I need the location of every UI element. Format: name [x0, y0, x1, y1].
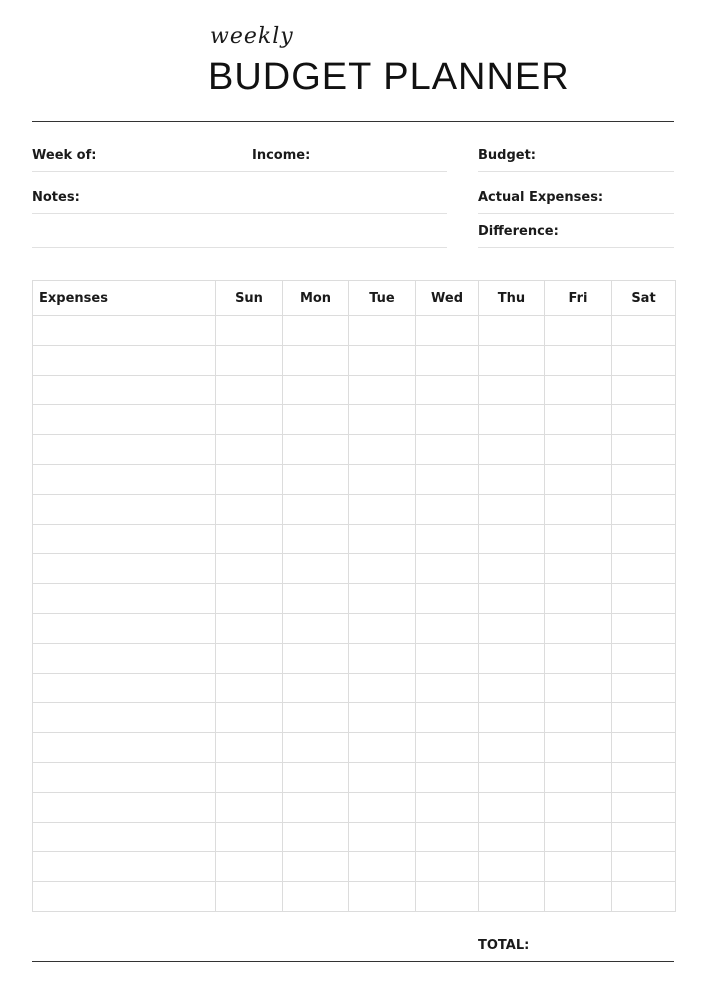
cell-thu[interactable] — [479, 584, 545, 614]
cell-fri[interactable] — [545, 494, 612, 524]
cell-fri[interactable] — [545, 316, 612, 346]
cell-fri[interactable] — [545, 792, 612, 822]
cell-wed[interactable] — [416, 435, 479, 465]
cell-sun[interactable] — [216, 464, 283, 494]
cell-mon[interactable] — [283, 673, 349, 703]
column-header-thu: Thu — [479, 281, 545, 316]
cell-wed[interactable] — [416, 464, 479, 494]
difference-label: Difference: — [478, 224, 559, 239]
cell-wed[interactable] — [416, 584, 479, 614]
cell-thu[interactable] — [479, 822, 545, 852]
cell-mon[interactable] — [283, 762, 349, 792]
notes-line-2[interactable] — [32, 247, 447, 248]
cell-fri[interactable] — [545, 435, 612, 465]
table-row — [33, 494, 676, 524]
cell-expenses[interactable] — [33, 852, 216, 882]
cell-tue[interactable] — [349, 613, 416, 643]
cell-expenses[interactable] — [33, 733, 216, 763]
table-row — [33, 762, 676, 792]
cell-fri[interactable] — [545, 524, 612, 554]
table-row — [33, 673, 676, 703]
notes-label: Notes: — [32, 190, 80, 205]
cell-sun[interactable] — [216, 345, 283, 375]
table-row — [33, 375, 676, 405]
cell-fri[interactable] — [545, 643, 612, 673]
cell-wed[interactable] — [416, 405, 479, 435]
cell-sun[interactable] — [216, 435, 283, 465]
cell-wed[interactable] — [416, 345, 479, 375]
cell-mon[interactable] — [283, 792, 349, 822]
cell-tue[interactable] — [349, 405, 416, 435]
cell-fri[interactable] — [545, 882, 612, 912]
table-header-row — [33, 281, 676, 316]
table-row — [33, 584, 676, 614]
cell-fri[interactable] — [545, 554, 612, 584]
cell-wed[interactable] — [416, 792, 479, 822]
cell-tue[interactable] — [349, 852, 416, 882]
cell-sun[interactable] — [216, 524, 283, 554]
cell-tue[interactable] — [349, 882, 416, 912]
cell-fri[interactable] — [545, 852, 612, 882]
cell-sun[interactable] — [216, 613, 283, 643]
cell-fri[interactable] — [545, 733, 612, 763]
table-row — [33, 464, 676, 494]
cell-expenses[interactable] — [33, 882, 216, 912]
actual-expenses-label: Actual Expenses: — [478, 190, 604, 205]
cell-tue[interactable] — [349, 554, 416, 584]
cell-thu[interactable] — [479, 643, 545, 673]
income-label: Income: — [252, 148, 311, 163]
cell-thu[interactable] — [479, 554, 545, 584]
cell-expenses[interactable] — [33, 703, 216, 733]
table-row — [33, 524, 676, 554]
week-of-label: Week of: — [32, 148, 97, 163]
table-row — [33, 852, 676, 882]
cell-mon[interactable] — [283, 703, 349, 733]
cell-wed[interactable] — [416, 852, 479, 882]
cell-mon[interactable] — [283, 613, 349, 643]
cell-tue[interactable] — [349, 345, 416, 375]
cell-thu[interactable] — [479, 464, 545, 494]
cell-fri[interactable] — [545, 584, 612, 614]
cell-wed[interactable] — [416, 733, 479, 763]
cell-fri[interactable] — [545, 375, 612, 405]
cell-expenses[interactable] — [33, 643, 216, 673]
cell-wed[interactable] — [416, 643, 479, 673]
column-header-mon: Mon — [283, 281, 349, 316]
cell-thu[interactable] — [479, 703, 545, 733]
cell-expenses[interactable] — [33, 435, 216, 465]
cell-sat[interactable] — [612, 733, 676, 763]
cell-wed[interactable] — [416, 554, 479, 584]
cell-tue[interactable] — [349, 464, 416, 494]
cell-sat[interactable] — [612, 703, 676, 733]
cell-wed[interactable] — [416, 494, 479, 524]
cell-sun[interactable] — [216, 405, 283, 435]
cell-mon[interactable] — [283, 375, 349, 405]
cell-sat[interactable] — [612, 822, 676, 852]
top-divider — [32, 121, 674, 122]
cell-wed[interactable] — [416, 703, 479, 733]
cell-expenses[interactable] — [33, 792, 216, 822]
cell-thu[interactable] — [479, 852, 545, 882]
cell-thu[interactable] — [479, 613, 545, 643]
cell-sun[interactable] — [216, 554, 283, 584]
cell-wed[interactable] — [416, 762, 479, 792]
cell-mon[interactable] — [283, 405, 349, 435]
cell-thu[interactable] — [479, 494, 545, 524]
cell-mon[interactable] — [283, 554, 349, 584]
cell-wed[interactable] — [416, 316, 479, 346]
table-row — [33, 554, 676, 584]
cell-fri[interactable] — [545, 703, 612, 733]
planner-title-script: weekly — [210, 24, 294, 49]
cell-mon[interactable] — [283, 435, 349, 465]
cell-sun[interactable] — [216, 643, 283, 673]
cell-mon[interactable] — [283, 882, 349, 912]
week-income-line[interactable] — [32, 171, 447, 172]
cell-tue[interactable] — [349, 762, 416, 792]
column-header-sun: Sun — [216, 281, 283, 316]
cell-sat[interactable] — [612, 762, 676, 792]
table-row — [33, 643, 676, 673]
expenses-table — [32, 280, 676, 912]
table-row — [33, 882, 676, 912]
cell-mon[interactable] — [283, 464, 349, 494]
cell-fri[interactable] — [545, 464, 612, 494]
cell-thu[interactable] — [479, 435, 545, 465]
column-header-wed: Wed — [416, 281, 479, 316]
cell-expenses[interactable] — [33, 494, 216, 524]
cell-fri[interactable] — [545, 673, 612, 703]
cell-tue[interactable] — [349, 733, 416, 763]
cell-sat[interactable] — [612, 643, 676, 673]
planner-title: BUDGET PLANNER — [208, 56, 570, 98]
cell-sun[interactable] — [216, 852, 283, 882]
column-header-sat: Sat — [612, 281, 676, 316]
cell-mon[interactable] — [283, 733, 349, 763]
bottom-divider — [32, 961, 674, 962]
cell-expenses[interactable] — [33, 524, 216, 554]
table-row — [33, 345, 676, 375]
cell-fri[interactable] — [545, 405, 612, 435]
cell-tue[interactable] — [349, 316, 416, 346]
cell-sun[interactable] — [216, 375, 283, 405]
cell-sat[interactable] — [612, 882, 676, 912]
cell-sat[interactable] — [612, 554, 676, 584]
cell-mon[interactable] — [283, 852, 349, 882]
cell-fri[interactable] — [545, 822, 612, 852]
table-row — [33, 792, 676, 822]
cell-wed[interactable] — [416, 673, 479, 703]
cell-expenses[interactable] — [33, 375, 216, 405]
cell-expenses[interactable] — [33, 345, 216, 375]
cell-fri[interactable] — [545, 762, 612, 792]
cell-sat[interactable] — [612, 464, 676, 494]
cell-sat[interactable] — [612, 673, 676, 703]
cell-tue[interactable] — [349, 643, 416, 673]
notes-line-1[interactable] — [32, 213, 447, 214]
cell-wed[interactable] — [416, 822, 479, 852]
cell-thu[interactable] — [479, 524, 545, 554]
cell-mon[interactable] — [283, 643, 349, 673]
cell-tue[interactable] — [349, 673, 416, 703]
cell-mon[interactable] — [283, 524, 349, 554]
cell-sun[interactable] — [216, 673, 283, 703]
budget-label: Budget: — [478, 148, 537, 163]
cell-sat[interactable] — [612, 405, 676, 435]
cell-fri[interactable] — [545, 345, 612, 375]
table-row — [33, 316, 676, 346]
cell-expenses[interactable] — [33, 405, 216, 435]
cell-mon[interactable] — [283, 494, 349, 524]
cell-tue[interactable] — [349, 584, 416, 614]
column-header-expenses: Expenses — [33, 281, 216, 316]
cell-sat[interactable] — [612, 792, 676, 822]
cell-tue[interactable] — [349, 792, 416, 822]
actual-expenses-line[interactable] — [478, 213, 674, 214]
cell-tue[interactable] — [349, 822, 416, 852]
cell-sun[interactable] — [216, 703, 283, 733]
cell-tue[interactable] — [349, 375, 416, 405]
cell-expenses[interactable] — [33, 316, 216, 346]
cell-expenses[interactable] — [33, 762, 216, 792]
cell-tue[interactable] — [349, 435, 416, 465]
cell-sun[interactable] — [216, 584, 283, 614]
cell-wed[interactable] — [416, 524, 479, 554]
cell-sat[interactable] — [612, 494, 676, 524]
cell-tue[interactable] — [349, 524, 416, 554]
cell-sun[interactable] — [216, 494, 283, 524]
cell-thu[interactable] — [479, 733, 545, 763]
table-row — [33, 703, 676, 733]
cell-expenses[interactable] — [33, 822, 216, 852]
cell-wed[interactable] — [416, 613, 479, 643]
cell-sat[interactable] — [612, 375, 676, 405]
cell-sat[interactable] — [612, 852, 676, 882]
cell-sat[interactable] — [612, 435, 676, 465]
cell-sun[interactable] — [216, 733, 283, 763]
cell-thu[interactable] — [479, 792, 545, 822]
cell-thu[interactable] — [479, 345, 545, 375]
cell-mon[interactable] — [283, 584, 349, 614]
cell-expenses[interactable] — [33, 673, 216, 703]
cell-sun[interactable] — [216, 316, 283, 346]
cell-sun[interactable] — [216, 822, 283, 852]
table-row — [33, 613, 676, 643]
cell-sat[interactable] — [612, 584, 676, 614]
cell-expenses[interactable] — [33, 464, 216, 494]
cell-sat[interactable] — [612, 316, 676, 346]
cell-tue[interactable] — [349, 703, 416, 733]
table-row — [33, 405, 676, 435]
total-label: TOTAL: — [478, 938, 530, 953]
budget-line[interactable] — [478, 171, 674, 172]
cell-thu[interactable] — [479, 673, 545, 703]
table-row — [33, 822, 676, 852]
table-row — [33, 733, 676, 763]
cell-mon[interactable] — [283, 822, 349, 852]
cell-thu[interactable] — [479, 375, 545, 405]
cell-thu[interactable] — [479, 762, 545, 792]
cell-expenses[interactable] — [33, 554, 216, 584]
cell-expenses[interactable] — [33, 613, 216, 643]
cell-sun[interactable] — [216, 792, 283, 822]
column-header-fri: Fri — [545, 281, 612, 316]
cell-mon[interactable] — [283, 345, 349, 375]
cell-thu[interactable] — [479, 882, 545, 912]
cell-sun[interactable] — [216, 762, 283, 792]
cell-sat[interactable] — [612, 345, 676, 375]
cell-tue[interactable] — [349, 494, 416, 524]
cell-sun[interactable] — [216, 882, 283, 912]
cell-thu[interactable] — [479, 316, 545, 346]
table-row — [33, 435, 676, 465]
cell-expenses[interactable] — [33, 584, 216, 614]
cell-thu[interactable] — [479, 405, 545, 435]
cell-wed[interactable] — [416, 882, 479, 912]
difference-line[interactable] — [478, 247, 674, 248]
cell-mon[interactable] — [283, 316, 349, 346]
cell-wed[interactable] — [416, 375, 479, 405]
cell-fri[interactable] — [545, 613, 612, 643]
column-header-tue: Tue — [349, 281, 416, 316]
cell-sat[interactable] — [612, 524, 676, 554]
cell-sat[interactable] — [612, 613, 676, 643]
